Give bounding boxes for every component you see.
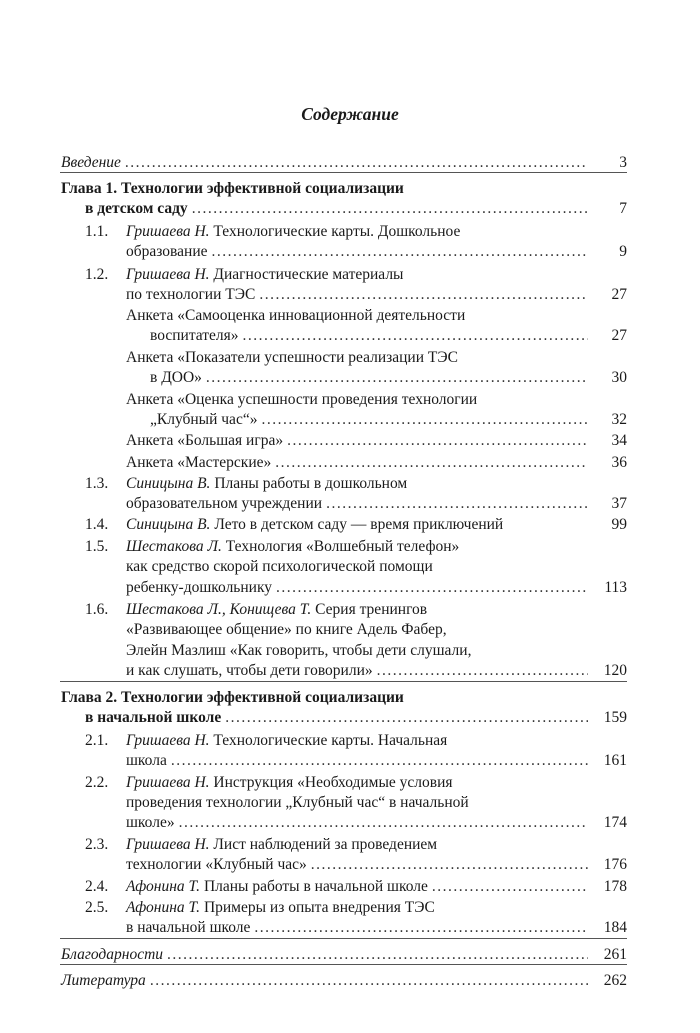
entry-text: Планы работы в дошкольном	[210, 475, 408, 492]
entry-title	[126, 773, 453, 793]
section-number: 1.2.	[85, 266, 109, 283]
page-number: 27	[611, 327, 627, 344]
author-name: Гришаева Н.	[126, 266, 210, 283]
dot-leader	[326, 494, 588, 514]
entry-title	[126, 431, 283, 451]
section-number: 2.1.	[85, 732, 109, 749]
toc-line[interactable]	[0, 494, 700, 514]
entry-title	[126, 641, 471, 661]
dot-leader	[259, 285, 588, 305]
entry-text: Примеры из опыта внедрения ТЭС	[200, 899, 435, 916]
entry-text: Элейн Мазлиш «Как говорить, чтобы дети слушали,	[126, 642, 472, 659]
entry-text: Глава 1. Технологии эффективной социализации	[61, 180, 404, 197]
section-number: 1.1.	[85, 223, 109, 240]
page-number: 34	[611, 432, 627, 449]
page-number: 3	[619, 154, 627, 171]
entry-text: Планы работы в начальной школе	[200, 878, 428, 895]
entry-text: Технологические карты. Дошкольное	[209, 223, 461, 240]
entry-title	[61, 688, 404, 708]
entry-text: образовательном учреждении	[126, 495, 323, 512]
toc-line	[0, 265, 700, 285]
dot-leader	[125, 153, 588, 173]
entry-title	[126, 600, 427, 620]
toc-line[interactable]	[0, 368, 700, 388]
entry-title	[126, 494, 322, 514]
entry-title	[126, 537, 459, 557]
entry-text: и как слушать, чтобы дети говорили»	[126, 662, 373, 679]
entry-text: Диагностические материалы	[209, 266, 404, 283]
entry-text: Технология «Волшебный телефон»	[221, 538, 460, 555]
toc-line[interactable]	[0, 971, 700, 991]
toc-line[interactable]	[0, 578, 700, 598]
page-number: 262	[603, 972, 627, 989]
entry-text: «Развивающее общение» по книге Адель Фабер,	[126, 621, 447, 638]
author-name: Гришаева Н.	[126, 774, 210, 791]
entry-text: „Клубный час“»	[150, 411, 258, 428]
author-name: Афонина Т.	[126, 899, 201, 916]
page-number: 184	[603, 919, 627, 936]
toc-line[interactable]	[0, 153, 700, 173]
entry-title	[61, 945, 163, 965]
page-number: 174	[603, 814, 627, 831]
entry-title	[126, 222, 460, 242]
toc-line	[0, 731, 700, 751]
page-number: 37	[611, 495, 627, 512]
toc-line[interactable]	[0, 199, 700, 219]
entry-text: по технологии ТЭС	[126, 286, 256, 303]
toc-line	[0, 600, 700, 620]
entry-text: в ДОО»	[150, 369, 202, 386]
entry-title	[126, 813, 175, 833]
dot-leader	[261, 410, 588, 430]
entry-title	[126, 731, 447, 751]
entry-text: Технологические карты. Начальная	[209, 732, 448, 749]
entry-title	[126, 835, 437, 855]
toc-line	[0, 688, 700, 708]
page-number: 178	[603, 878, 627, 895]
entry-title	[126, 855, 307, 875]
entry-text: в детском саду	[85, 200, 188, 217]
toc-line[interactable]	[0, 285, 700, 305]
entry-title	[126, 306, 465, 326]
author-name: Шестакова Л., Конищева Т.	[126, 601, 312, 618]
entry-title	[126, 285, 255, 305]
dot-leader	[276, 578, 588, 598]
entry-title	[126, 877, 428, 897]
entry-title	[150, 326, 239, 346]
toc-line	[0, 222, 700, 242]
toc-line	[0, 773, 700, 793]
page-title: Содержание	[301, 104, 399, 124]
section-divider	[60, 938, 627, 939]
author-name: Гришаева Н.	[126, 836, 210, 853]
toc-line	[0, 620, 700, 640]
dot-leader	[167, 945, 588, 965]
toc-line	[0, 641, 700, 661]
page-number: 99	[611, 516, 627, 533]
author-name: Благодарности	[61, 946, 164, 963]
entry-title	[126, 793, 469, 813]
dot-leader	[192, 199, 588, 219]
page-number: 36	[611, 454, 627, 471]
toc-line[interactable]	[0, 751, 700, 771]
toc-line[interactable]	[0, 877, 700, 897]
author-name: Гришаева Н.	[126, 223, 210, 240]
entry-title	[126, 918, 250, 938]
author-name: Введение	[61, 154, 121, 171]
page-number: 27	[611, 286, 627, 303]
section-divider	[60, 681, 627, 682]
entry-title	[150, 410, 257, 430]
entry-text: ребенку-дошкольнику	[126, 579, 273, 596]
entry-text: Анкета «Большая игра»	[126, 432, 284, 449]
entry-title	[126, 898, 435, 918]
entry-title	[61, 179, 404, 199]
entry-text: Серия тренингов	[311, 601, 428, 618]
dot-leader	[287, 431, 588, 451]
entry-text: Анкета «Оценка успешности проведения технологии	[126, 391, 478, 408]
entry-text: школа	[126, 752, 167, 769]
toc-line	[0, 179, 700, 199]
entry-title	[126, 265, 403, 285]
page-number: 120	[603, 662, 627, 679]
toc-line[interactable]	[0, 813, 700, 833]
entry-text: школе»	[126, 814, 175, 831]
entry-text: Лист наблюдений за проведением	[209, 836, 438, 853]
author-name: Гришаева Н.	[126, 732, 210, 749]
dot-leader	[150, 971, 588, 991]
entry-title	[126, 578, 272, 598]
entry-text: Анкета «Самооценка инновационной деятельности	[126, 307, 466, 324]
entry-title	[126, 453, 271, 473]
entry-title	[126, 620, 447, 640]
entry-text: образование	[126, 243, 208, 260]
toc-line[interactable]	[0, 515, 700, 535]
entry-text: технологии «Клубный час»	[126, 856, 307, 873]
page-number: 7	[619, 200, 627, 217]
entry-title	[126, 751, 167, 771]
author-name: Синицына В.	[126, 516, 211, 533]
entry-text: воспитателя»	[150, 327, 239, 344]
page-number: 32	[611, 411, 627, 428]
section-number: 2.3.	[85, 836, 109, 853]
toc-line	[0, 557, 700, 577]
author-name: Шестакова Л.	[126, 538, 222, 555]
author-name: Синицына В.	[126, 475, 211, 492]
page-number: 159	[603, 709, 627, 726]
entry-text: Инструкция «Необходимые условия	[209, 774, 453, 791]
toc-line	[0, 537, 700, 557]
dot-leader	[243, 326, 588, 346]
toc-line	[0, 306, 700, 326]
dot-leader	[254, 918, 588, 938]
toc-line[interactable]	[0, 326, 700, 346]
section-number: 2.2.	[85, 774, 109, 791]
toc-line[interactable]	[0, 918, 700, 938]
page-number: 261	[603, 946, 627, 963]
toc-line[interactable]	[0, 945, 700, 965]
entry-title	[126, 661, 373, 681]
toc-line	[0, 390, 700, 410]
entry-text: в начальной школе	[126, 919, 251, 936]
entry-title	[85, 708, 221, 728]
page-number: 30	[611, 369, 627, 386]
toc-line	[0, 898, 700, 918]
page-number: 161	[603, 752, 627, 769]
entry-text: проведения технологии „Клубный час“ в начальной	[126, 794, 469, 811]
section-number: 1.3.	[85, 475, 109, 492]
page-number: 9	[619, 243, 627, 260]
dot-leader	[377, 661, 588, 681]
toc-line[interactable]	[0, 410, 700, 430]
page-number: 113	[604, 579, 627, 596]
entry-title	[126, 390, 477, 410]
dot-leader	[311, 855, 588, 875]
toc-line	[0, 793, 700, 813]
entry-text: в начальной школе	[85, 709, 222, 726]
entry-title	[126, 474, 407, 494]
toc-line	[0, 835, 700, 855]
entry-text: Анкета «Мастерские»	[126, 454, 272, 471]
entry-title	[85, 199, 188, 219]
toc-line[interactable]	[0, 855, 700, 875]
page-number: 176	[603, 856, 627, 873]
entry-text: как средство скорой психологической помощи	[126, 558, 433, 575]
section-number: 2.4.	[85, 878, 109, 895]
dot-leader	[225, 708, 588, 728]
entry-title	[61, 153, 121, 173]
section-number: 1.4.	[85, 516, 109, 533]
entry-title	[126, 557, 433, 577]
section-number: 1.5.	[85, 538, 109, 555]
entry-title	[61, 971, 146, 991]
dot-leader	[212, 242, 588, 262]
entry-text: Глава 2. Технологии эффективной социализации	[61, 689, 404, 706]
entry-title	[150, 368, 202, 388]
section-number: 1.6.	[85, 601, 109, 618]
section-number: 2.5.	[85, 899, 109, 916]
entry-text: Лето в детском саду — время приключений	[210, 516, 504, 533]
entry-title	[126, 348, 458, 368]
dot-leader	[206, 368, 588, 388]
toc-line	[0, 474, 700, 494]
toc-line[interactable]	[0, 242, 700, 262]
author-name: Литература	[61, 972, 146, 989]
author-name: Афонина Т.	[126, 878, 201, 895]
entry-title	[126, 515, 503, 535]
dot-leader	[432, 877, 588, 897]
entry-text: Анкета «Показатели успешности реализации ТЭС	[126, 349, 458, 366]
toc-line[interactable]	[0, 431, 700, 451]
toc-line[interactable]	[0, 708, 700, 728]
dot-leader	[171, 751, 588, 771]
toc-line[interactable]	[0, 453, 700, 473]
toc-line	[0, 348, 700, 368]
dot-leader	[179, 813, 588, 833]
entry-title	[126, 242, 208, 262]
toc-line[interactable]	[0, 661, 700, 681]
dot-leader	[275, 453, 588, 473]
